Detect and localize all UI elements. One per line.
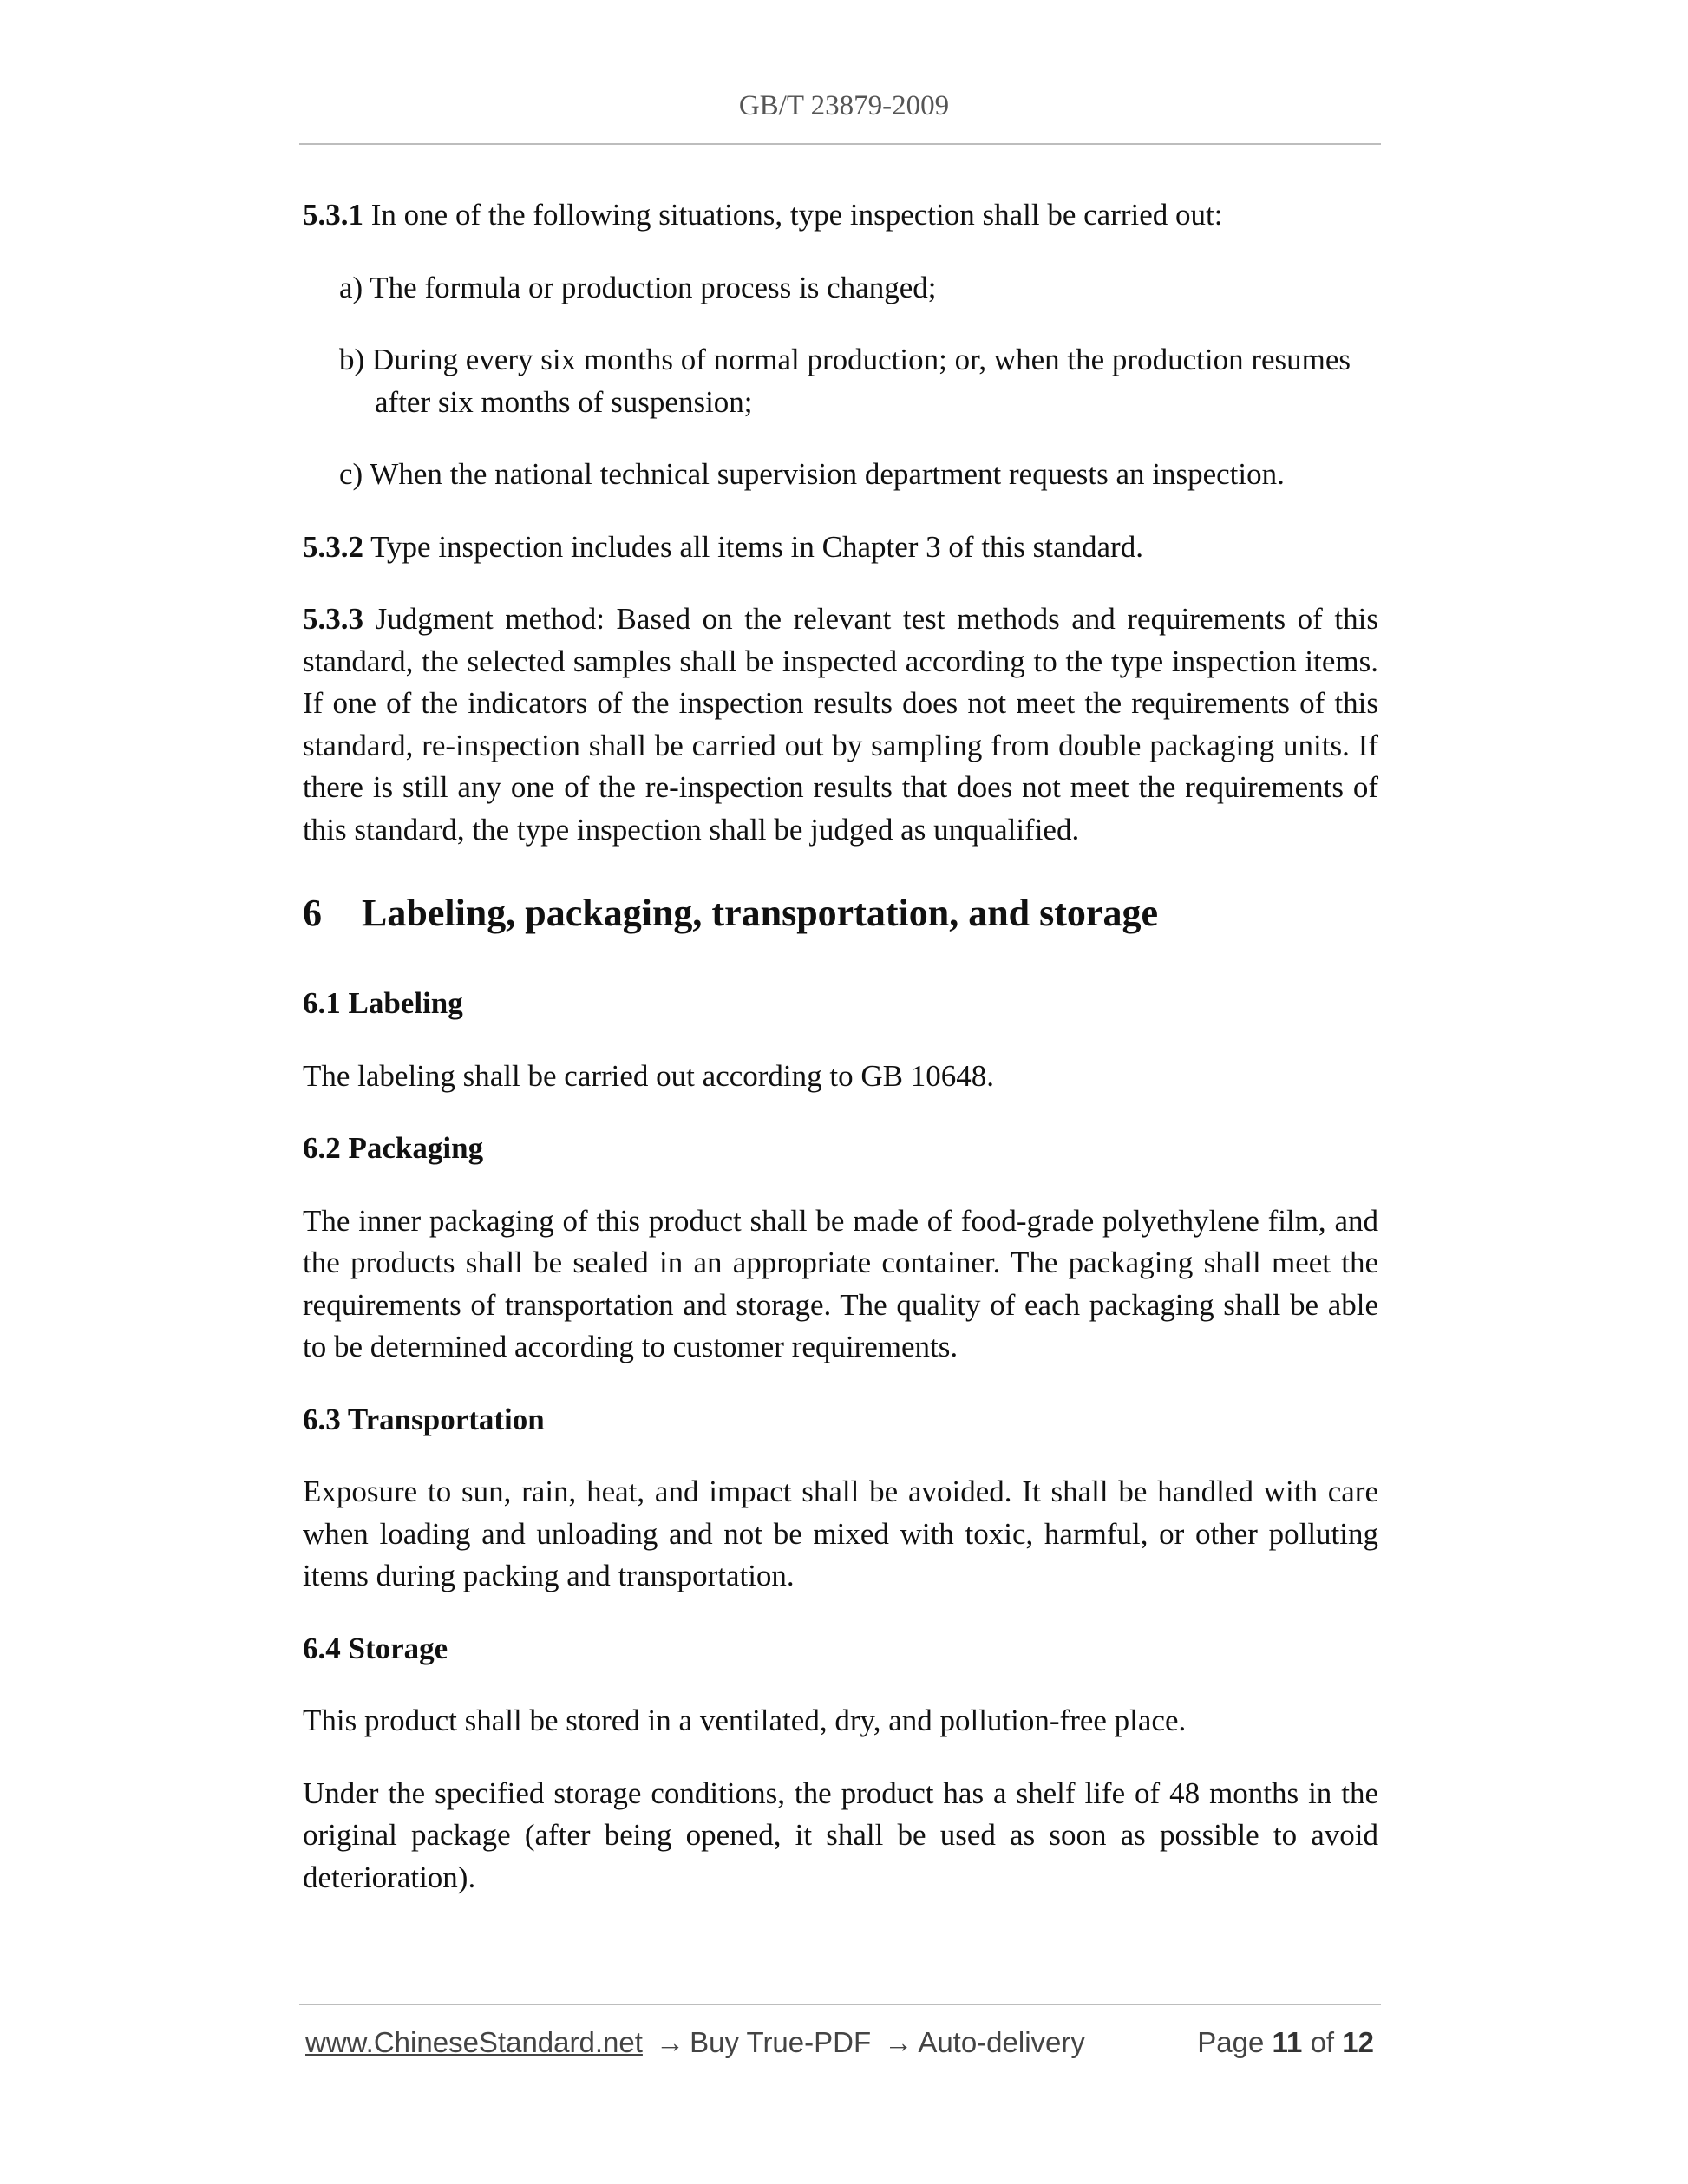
footer-promo [305,2021,1085,2064]
arrow-right-icon: → [884,2026,913,2058]
clause-5-3-3 [303,598,1378,851]
page-body [303,194,1378,1929]
clause-text: In one of the following situations, type inspection shall be carried out: [363,198,1223,232]
clause-number: 5.3.1 [303,198,363,232]
page-current: 11 [1272,2026,1303,2058]
clause-text: Judgment method: Based on the relevant test methods and requirements of this standard, the selected samples shall be inspected according to the type inspection items. If one of the indicators of the inspection results does not meet the requirements of this standard, re-inspection shall be carried out by sampling from double packaging units. If there is still any one of the re-inspection results that does not meet the requirements of this standard, the type inspection shall be judged as unqualified. [303,602,1378,847]
section-6-4-heading: 6.4 Storage [303,1631,448,1665]
list-item-c: c) When the national technical supervision department requests an inspection. [339,457,1285,491]
section-6-2-text: The inner packaging of this product shall be made of food-grade polyethylene film, and the products shall be sealed in an appropriate container. The packaging shall meet the requirements of transportation and storage. The quality of each packaging shall be able to be determined according to customer requirements. [303,1203,1378,1363]
section-6-3-heading: 6.3 Transportation [303,1402,545,1436]
section-6-1-text: The labeling shall be carried out according to GB 10648. [303,1058,994,1093]
section-6-4-text-1: This product shall be stored in a ventilated, dry, and pollution-free place. [303,1703,1187,1737]
page-footer [305,2021,1377,2064]
of-word: of [1310,2026,1335,2058]
chapter-6-heading [303,889,1378,938]
delivery-text: Auto-delivery [918,2026,1085,2058]
header-rule [299,143,1381,145]
clause-5-3-2 [303,526,1378,569]
page-number [1197,2021,1374,2064]
section-6-1-heading: 6.1 Labeling [303,986,463,1020]
clause-5-3-1 [303,194,1378,237]
clause-number: 5.3.2 [303,529,363,564]
section-6-3-text: Exposure to sun, rain, heat, and impact shall be avoided. It shall be handled with care when loading and unloading and not be mixed with toxic, harmful, or other polluting items during packing and transportation. [303,1475,1378,1592]
chapter-title: Labeling, packaging, transportation, and storage [362,892,1158,934]
list-item-b: b) During every six months of normal production; or, when the production resumes after six months of suspension; [339,343,1351,419]
page-header-standard-code: GB/T 23879-2009 [738,90,950,121]
buy-text: Buy True-PDF [690,2026,872,2058]
page-total: 12 [1342,2026,1374,2058]
section-6-2-heading: 6.2 Packaging [303,1131,484,1165]
section-6-4-text-2: Under the specified storage conditions, the product has a shelf life of 48 months in the original package (after being opened, it shall be used as soon as possible to avoid deterioration). [303,1775,1378,1894]
footer-rule [299,2004,1381,2005]
clause-text: Type inspection includes all items in Chapter 3 of this standard. [363,529,1143,564]
chapter-number: 6 [303,892,322,934]
site-link[interactable]: www.ChineseStandard.net [305,2026,643,2058]
list-item-a: a) The formula or production process is changed; [339,270,937,304]
clause-number: 5.3.3 [303,602,363,636]
page-word: Page [1197,2026,1265,2058]
arrow-right-icon: → [656,2026,685,2058]
